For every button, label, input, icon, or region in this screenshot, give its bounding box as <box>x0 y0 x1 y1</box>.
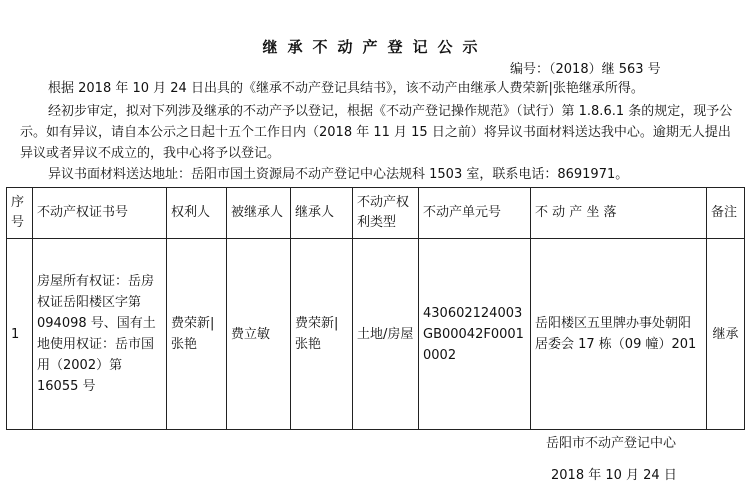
cell-location: 岳阳楼区五里牌办事处朝阳居委会 17 栋（09 幢）201 <box>531 239 707 430</box>
cell-certificate: 房屋所有权证：岳房权证岳阳楼区字第 094098 号、国有土地使用权证：岳市国用（2002）第 16055 号 <box>33 239 167 430</box>
paragraph-basis: 根据 2018 年 10 月 24 日出具的《继承不动产登记具结书》，该不动产由继承人费荣新|张艳继承所得。 <box>48 81 644 96</box>
paragraph-review: 经初步审定，拟对下列涉及继承的不动产予以登记，根据《不动产登记操作规范》（试行）第 1.8.6.1 条的规定，现予公示。如有异议，请自本公示之日起十五个工作日内（2018 年 11 月 15 日之前）将异议书面材料送达我中心。逾期无人提出异议或者异议不成立的，我中心将予以登记。 <box>20 104 733 161</box>
table-row <box>7 239 745 430</box>
header-unit-no: 不动产单元号 <box>419 188 531 239</box>
header-remark: 备注 <box>707 188 745 239</box>
cell-unit-no: 430602124003GB00042F00010002 <box>419 239 531 430</box>
paragraph-objection-address: 异议书面材料送达地址：岳阳市国土资源局不动产登记中心法规科 1503 室，联系电话：8691971。 <box>48 167 629 182</box>
table-header-row <box>7 188 745 239</box>
header-index: 序号 <box>7 188 33 239</box>
header-right-holder: 权利人 <box>167 188 227 239</box>
issuing-organization: 岳阳市不动产登记中心 <box>546 436 677 451</box>
header-right-type: 不动产权利类型 <box>353 188 419 239</box>
announcement-table <box>6 187 745 430</box>
cell-index: 1 <box>7 239 33 430</box>
header-certificate: 不动产权证书号 <box>33 188 167 239</box>
cell-heir: 费荣新|张艳 <box>291 239 353 430</box>
document-number: 编号：（2018）继 563 号 <box>510 62 661 77</box>
header-location: 不 动 产 坐 落 <box>531 188 707 239</box>
cell-right-holder: 费荣新|张艳 <box>167 239 227 430</box>
header-heir: 继承人 <box>291 188 353 239</box>
header-decedent: 被继承人 <box>227 188 291 239</box>
issue-date: 2018 年 10 月 24 日 <box>551 468 677 483</box>
page-title: 继承不动产登记公示 <box>262 38 488 56</box>
cell-right-type: 土地/房屋 <box>353 239 419 430</box>
cell-remark: 继承 <box>707 239 745 430</box>
cell-decedent: 费立敏 <box>227 239 291 430</box>
